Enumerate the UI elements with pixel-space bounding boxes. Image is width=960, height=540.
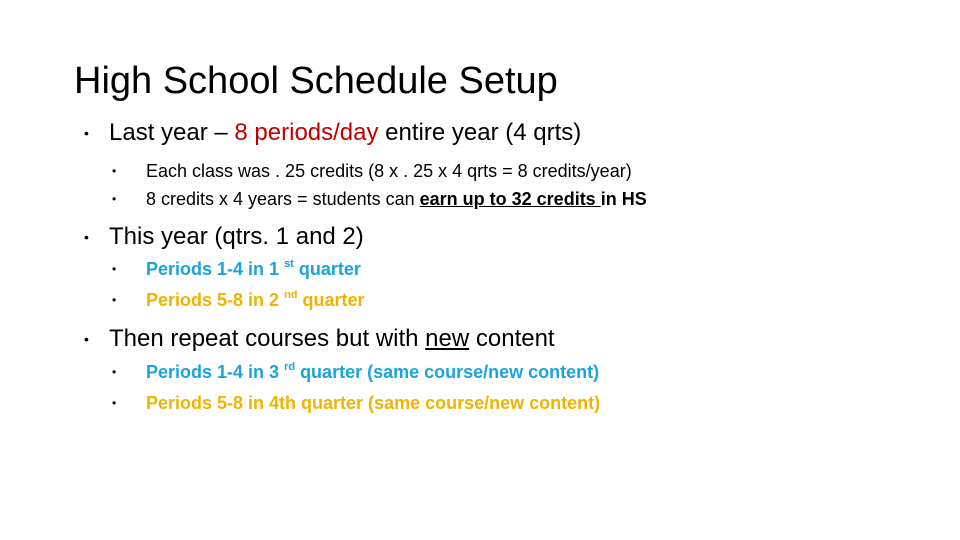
- bullet-dot: •: [84, 125, 89, 141]
- bullet-dot: •: [84, 331, 89, 347]
- sub-bullet-text: Each class was . 25 credits (8 x . 25 x 4 qrts = 8 credits/year): [146, 161, 632, 181]
- text-pre: 8 credits x 4 years = students can: [146, 189, 420, 209]
- text-pre: Periods 1-4 in 3: [146, 362, 285, 382]
- bullet-dot: •: [112, 192, 117, 206]
- bullet-text: [109, 324, 555, 354]
- bullet-dot: •: [112, 164, 117, 178]
- text-post: entire year (4 qrts): [378, 119, 582, 146]
- bullet-dot: •: [112, 293, 117, 307]
- bullet-text: [109, 118, 581, 148]
- sub-bullet-text: [146, 257, 361, 281]
- text-pre: Then repeat courses but with: [109, 325, 426, 352]
- slide-title: High School Schedule Setup: [74, 60, 558, 102]
- text-post: in HS: [600, 189, 647, 209]
- bullet-dot: •: [112, 365, 117, 379]
- sub-bullet-text: [146, 288, 365, 312]
- ordinal-suffix: nd: [284, 289, 298, 301]
- sub-bullet-text: [146, 187, 647, 211]
- bullet-dot: •: [84, 229, 89, 245]
- text-post: quarter (same course/new content): [295, 362, 600, 382]
- ordinal-suffix: st: [284, 258, 294, 270]
- sub-bullet-text: [146, 360, 599, 384]
- text-underlined: new: [425, 325, 470, 352]
- text-pre: Periods 1-4 in 1: [146, 259, 285, 279]
- bullet-dot: •: [112, 396, 117, 410]
- text-pre: Periods 5-8 in 2: [146, 290, 285, 310]
- text-pre: Last year –: [109, 119, 235, 146]
- text-post: quarter: [297, 290, 365, 310]
- sub-bullet-text: Periods 5-8 in 4th quarter (same course/new content): [146, 393, 601, 413]
- text-highlight: 8 periods/day: [234, 119, 379, 146]
- text-post: quarter: [293, 259, 361, 279]
- text-post: content: [469, 325, 555, 352]
- ordinal-suffix: rd: [284, 361, 296, 373]
- bullet-text: This year (qtrs. 1 and 2): [109, 223, 364, 250]
- text-underlined: earn up to 32 credits: [419, 189, 601, 209]
- bullet-dot: •: [112, 262, 117, 276]
